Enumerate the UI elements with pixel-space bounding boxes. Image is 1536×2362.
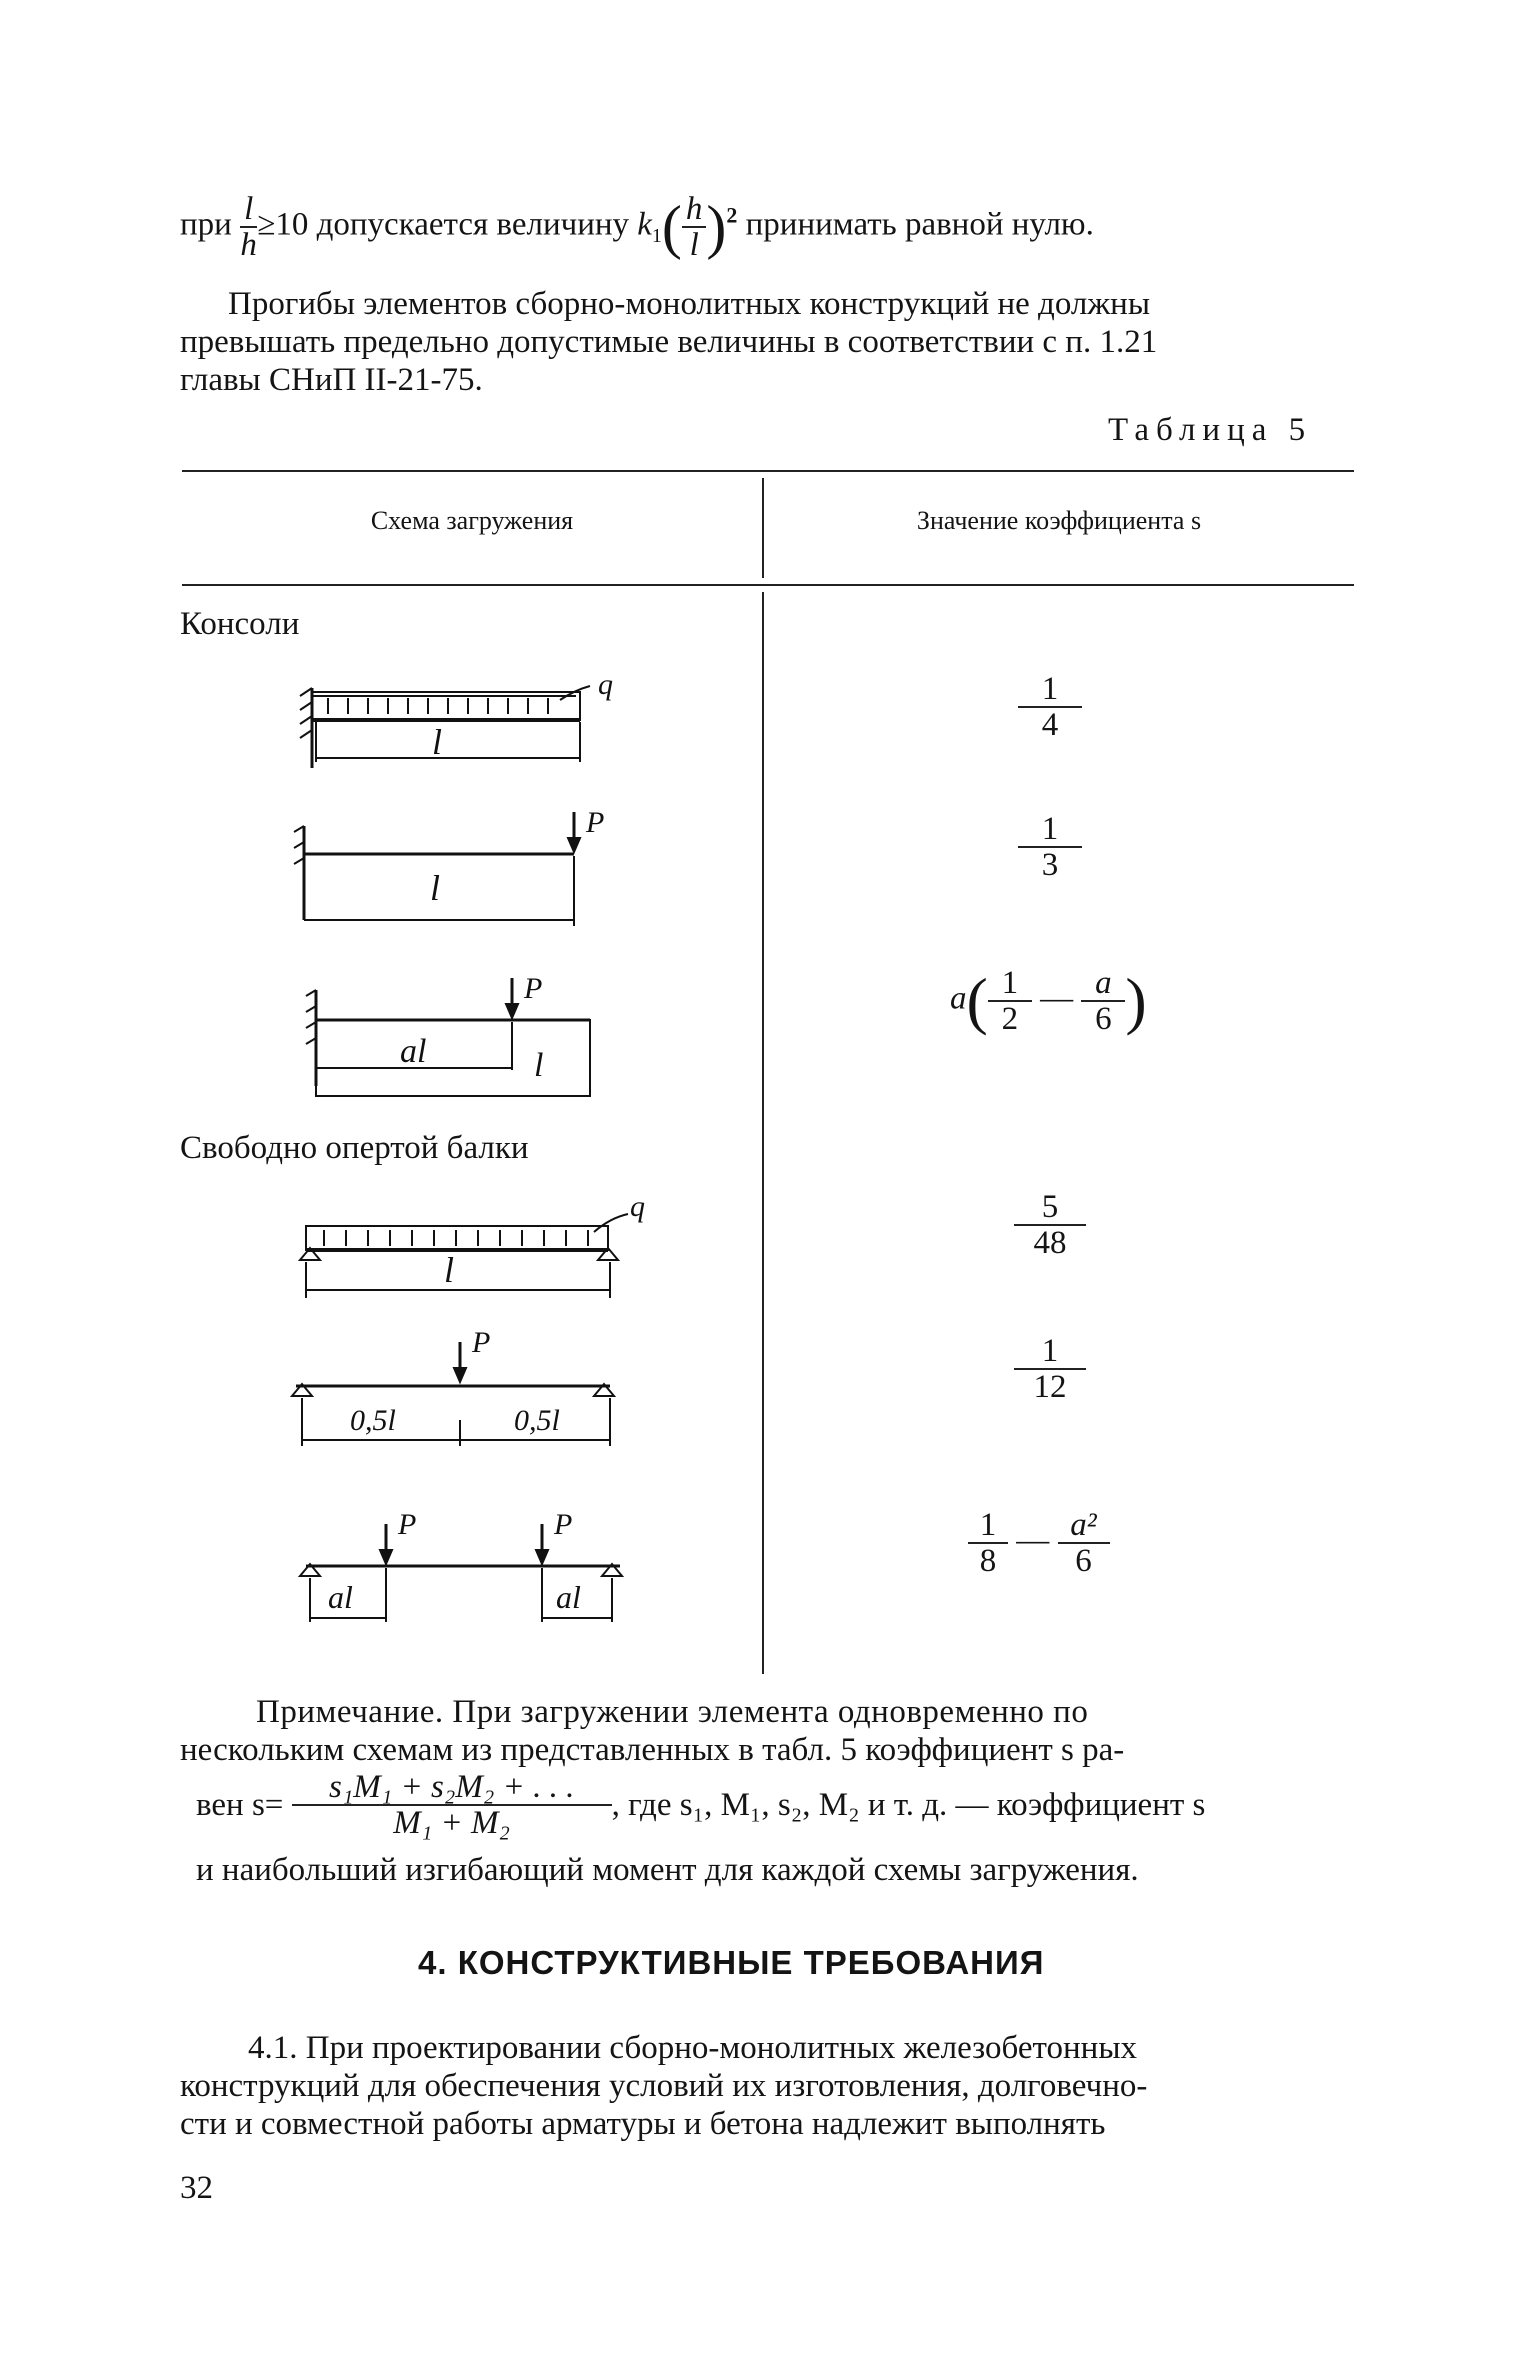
table-col1-header: Схема загружения: [370, 506, 574, 535]
label-half-l-left: 0,5l: [350, 1404, 396, 1437]
group-label-cantilevers: Консоли: [180, 606, 300, 642]
diagram-simple-udl: [300, 1214, 628, 1298]
label-l-3: l: [534, 1047, 544, 1084]
fraction-numerator: l: [240, 192, 257, 228]
note-formula-line: [196, 1770, 1205, 1840]
label-p-6b: P: [554, 1508, 573, 1541]
coef-denominator: 6: [1095, 1001, 1112, 1037]
intro-text-condition: ≥10 допускается величину: [257, 206, 630, 243]
coef-numerator: 5: [1014, 1190, 1086, 1226]
coef-k: k: [637, 206, 652, 243]
coef-denominator: 4: [1041, 707, 1059, 743]
note-line-2: нескольким схемам из представленных в табл. 5 коэффициент s ра-: [180, 1732, 1125, 1768]
coef-value-1: [1018, 672, 1082, 742]
label-al-6b: al: [556, 1579, 581, 1615]
coef-minus: —: [1040, 980, 1074, 1017]
label-half-l-right: 0,5l: [514, 1404, 560, 1437]
label-al-3: al: [400, 1033, 427, 1070]
note-formula-fraction: [292, 1770, 612, 1840]
section-line-3: сти и совместной работы арматуры и бетона надлежит выполнять: [180, 2106, 1106, 2142]
coef-fraction-b: [1081, 966, 1125, 1036]
intro-text-end: принимать равной нулю.: [745, 206, 1094, 243]
diagram-simple-midspan: [292, 1342, 614, 1446]
formula-denominator: M₁ + M₂: [393, 1805, 510, 1841]
coef-denominator: 48: [1033, 1225, 1067, 1261]
paren-left: (: [661, 194, 682, 260]
fraction-denominator: l: [689, 227, 699, 263]
coef-numerator: 1: [1014, 1334, 1086, 1370]
intro-para-line-3: главы СНиП II-21-75.: [180, 362, 483, 398]
diagram-cantilever-udl: [300, 686, 590, 768]
intro-text-pri: при: [180, 206, 232, 243]
label-l-1: l: [432, 722, 443, 762]
coef-value-6: [968, 1508, 1110, 1578]
intro-para-line-2: превышать предельно допустимые величины в соответствии с п. 1.21: [180, 324, 1158, 360]
coef-numerator: a: [1081, 966, 1125, 1002]
exponent: 2: [726, 202, 738, 228]
label-p-2: P: [586, 806, 605, 839]
load-diagrams: [0, 0, 760, 1680]
table-column-divider-body: [762, 592, 764, 1674]
table-caption: Таблица 5: [1108, 412, 1313, 448]
diagram-cantilever-al: [306, 978, 590, 1096]
section-line-1: 4.1. При проектировании сборно-монолитных железобетонных: [248, 2030, 1137, 2066]
note-text-where: , где s₁, M₁, s₂, M₂ и т. д. — коэффициент s: [611, 1787, 1206, 1823]
coef-fraction-a: [968, 1508, 1008, 1578]
coef-denominator: 6: [1075, 1543, 1092, 1579]
coef-value-4: [1014, 1190, 1086, 1260]
section-title: 4. КОНСТРУКТИВНЫЕ ТРЕБОВАНИЯ: [418, 1944, 1045, 1981]
coef-value-3: [950, 966, 1147, 1036]
label-l-4: l: [444, 1250, 455, 1290]
paren-right: ): [1125, 965, 1147, 1036]
label-p-6a: P: [398, 1508, 417, 1541]
formula-numerator: s₁M₁ + s₂M₂ + . . .: [292, 1770, 612, 1806]
label-q-1: q: [598, 668, 613, 701]
fraction-numerator: h: [682, 192, 707, 228]
fraction-denominator: h: [240, 227, 257, 263]
coef-numerator: 1: [968, 1508, 1008, 1544]
coef-denominator: 3: [1041, 847, 1059, 883]
coef-value-5: [1014, 1334, 1086, 1404]
page-number: 32: [180, 2170, 213, 2206]
coef-numerator: 1: [988, 966, 1032, 1002]
group-label-simple-beam: Свободно опертой балки: [180, 1130, 529, 1166]
note-line-1: Примечание. При загружении элемента одновременно по: [256, 1694, 1089, 1730]
coef-denominator: 2: [1001, 1001, 1019, 1037]
coef-numerator: 1: [1018, 812, 1082, 848]
label-l-2: l: [430, 868, 441, 908]
coef-minus: —: [1016, 1522, 1050, 1559]
intro-para-line-1: Прогибы элементов сборно-монолитных конструкций не должны: [228, 286, 1150, 322]
paren-right: ): [706, 194, 727, 260]
note-line-4: и наибольший изгибающий момент для каждой схемы загружения.: [196, 1852, 1139, 1888]
label-q-4: q: [630, 1190, 645, 1223]
note-text-s-eq: вен s=: [196, 1787, 284, 1823]
label-p-3: P: [524, 972, 543, 1005]
section-line-2: конструкций для обеспечения условий их изготовления, долговечно-: [180, 2068, 1148, 2104]
coef-prefix: a: [950, 980, 967, 1017]
label-p-5: P: [472, 1326, 491, 1359]
label-al-6a: al: [328, 1579, 353, 1615]
coef-fraction-a: [988, 966, 1032, 1036]
coef-k-sub: 1: [651, 225, 662, 248]
coef-denominator: 12: [1033, 1369, 1067, 1405]
coef-fraction-b: [1058, 1508, 1110, 1578]
paren-left: (: [966, 965, 988, 1036]
coef-denominator: 8: [979, 1543, 997, 1579]
table-col2-header: Значение коэффициента s: [916, 506, 1202, 535]
coef-value-2: [1018, 812, 1082, 882]
coef-numerator: a²: [1058, 1508, 1110, 1544]
coef-numerator: 1: [1018, 672, 1082, 708]
